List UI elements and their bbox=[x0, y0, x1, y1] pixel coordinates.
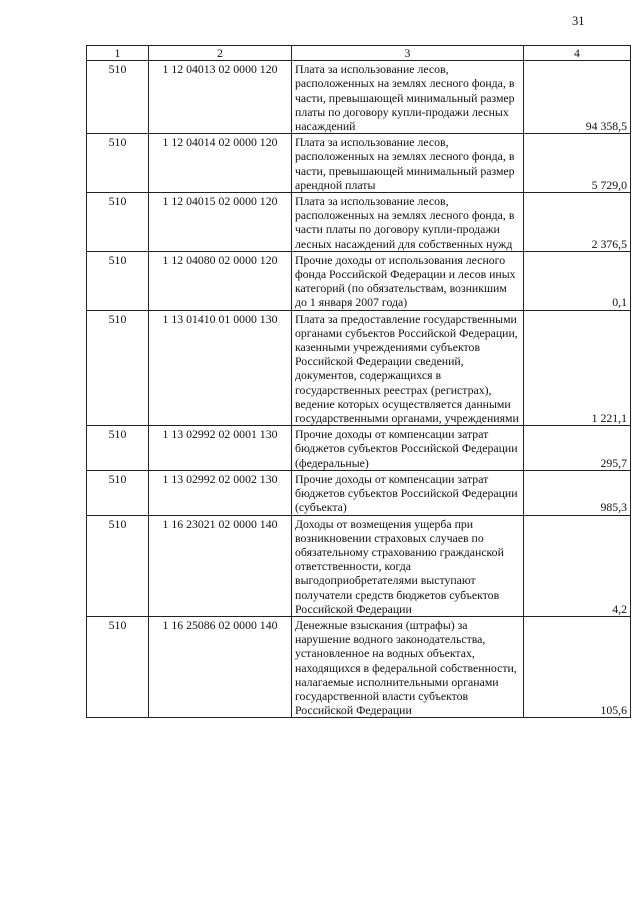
description-cell: Прочие доходы от использования лесного фонда Российской Федерации и лесов иных категорий (по обязательствам, возникшим до 1 января 2007 года) bbox=[292, 251, 524, 310]
admin-code-cell: 510 bbox=[87, 134, 149, 193]
amount-cell: 1 221,1 bbox=[524, 310, 631, 426]
admin-code-cell: 510 bbox=[87, 310, 149, 426]
table-row bbox=[87, 310, 631, 426]
table-row bbox=[87, 61, 631, 134]
classification-code-cell: 1 12 04080 02 0000 120 bbox=[149, 251, 292, 310]
description-cell: Плата за использование лесов, расположенных на землях лесного фонда, в части, превышающей минимальный размер платы по договору купли-продажи лесных насаждений bbox=[292, 61, 524, 134]
column-header-2: 2 bbox=[149, 46, 292, 61]
admin-code-cell: 510 bbox=[87, 515, 149, 616]
page-number: 31 bbox=[572, 14, 585, 28]
amount-cell: 4,2 bbox=[524, 515, 631, 616]
description-cell: Плата за предоставление государственными органами субъектов Российской Федерации, казенными учреждениями субъектов Российской Федерации сведений, документов, содержащихся в государственных реестрах (регистрах), ведение которых осуществляется данными государственными органами, учреждениями bbox=[292, 310, 524, 426]
table-row bbox=[87, 426, 631, 471]
revenue-table bbox=[86, 45, 631, 718]
amount-cell: 5 729,0 bbox=[524, 134, 631, 193]
admin-code-cell: 510 bbox=[87, 193, 149, 252]
classification-code-cell: 1 16 23021 02 0000 140 bbox=[149, 515, 292, 616]
classification-code-cell: 1 13 01410 01 0000 130 bbox=[149, 310, 292, 426]
column-header-4: 4 bbox=[524, 46, 631, 61]
admin-code-cell: 510 bbox=[87, 616, 149, 717]
classification-code-cell: 1 12 04014 02 0000 120 bbox=[149, 134, 292, 193]
table-header-row bbox=[87, 46, 631, 61]
amount-cell: 295,7 bbox=[524, 426, 631, 471]
amount-cell: 105,6 bbox=[524, 616, 631, 717]
classification-code-cell: 1 12 04013 02 0000 120 bbox=[149, 61, 292, 134]
table-row bbox=[87, 515, 631, 616]
table-row bbox=[87, 251, 631, 310]
description-cell: Прочие доходы от компенсации затрат бюджетов субъектов Российской Федерации (федеральные) bbox=[292, 426, 524, 471]
description-cell: Доходы от возмещения ущерба при возникновении страховых случаев по обязательному страхованию гражданской ответственности, когда выгодоприобретателями выступают получатели средств бюджетов субъектов Российской Федерации bbox=[292, 515, 524, 616]
amount-cell: 985,3 bbox=[524, 470, 631, 515]
amount-cell: 2 376,5 bbox=[524, 193, 631, 252]
table-row bbox=[87, 134, 631, 193]
table-row bbox=[87, 193, 631, 252]
amount-cell: 0,1 bbox=[524, 251, 631, 310]
table-body bbox=[87, 61, 631, 718]
amount-cell: 94 358,5 bbox=[524, 61, 631, 134]
description-cell: Плата за использование лесов, расположенных на землях лесного фонда, в части, превышающей минимальный размер арендной платы bbox=[292, 134, 524, 193]
admin-code-cell: 510 bbox=[87, 470, 149, 515]
column-header-3: 3 bbox=[292, 46, 524, 61]
classification-code-cell: 1 16 25086 02 0000 140 bbox=[149, 616, 292, 717]
classification-code-cell: 1 12 04015 02 0000 120 bbox=[149, 193, 292, 252]
admin-code-cell: 510 bbox=[87, 61, 149, 134]
admin-code-cell: 510 bbox=[87, 251, 149, 310]
admin-code-cell: 510 bbox=[87, 426, 149, 471]
table-row bbox=[87, 470, 631, 515]
classification-code-cell: 1 13 02992 02 0002 130 bbox=[149, 470, 292, 515]
description-cell: Плата за использование лесов, расположенных на землях лесного фонда, в части платы по договору купли-продажи лесных насаждений для собственных нужд bbox=[292, 193, 524, 252]
description-cell: Прочие доходы от компенсации затрат бюджетов субъектов Российской Федерации (субъекта) bbox=[292, 470, 524, 515]
description-cell: Денежные взыскания (штрафы) за нарушение водного законодательства, установленное на водных объектах, находящихся в федеральной собственности, налагаемые исполнительными органами государственной власти субъектов Российской Федерации bbox=[292, 616, 524, 717]
table-row bbox=[87, 616, 631, 717]
column-header-1: 1 bbox=[87, 46, 149, 61]
classification-code-cell: 1 13 02992 02 0001 130 bbox=[149, 426, 292, 471]
